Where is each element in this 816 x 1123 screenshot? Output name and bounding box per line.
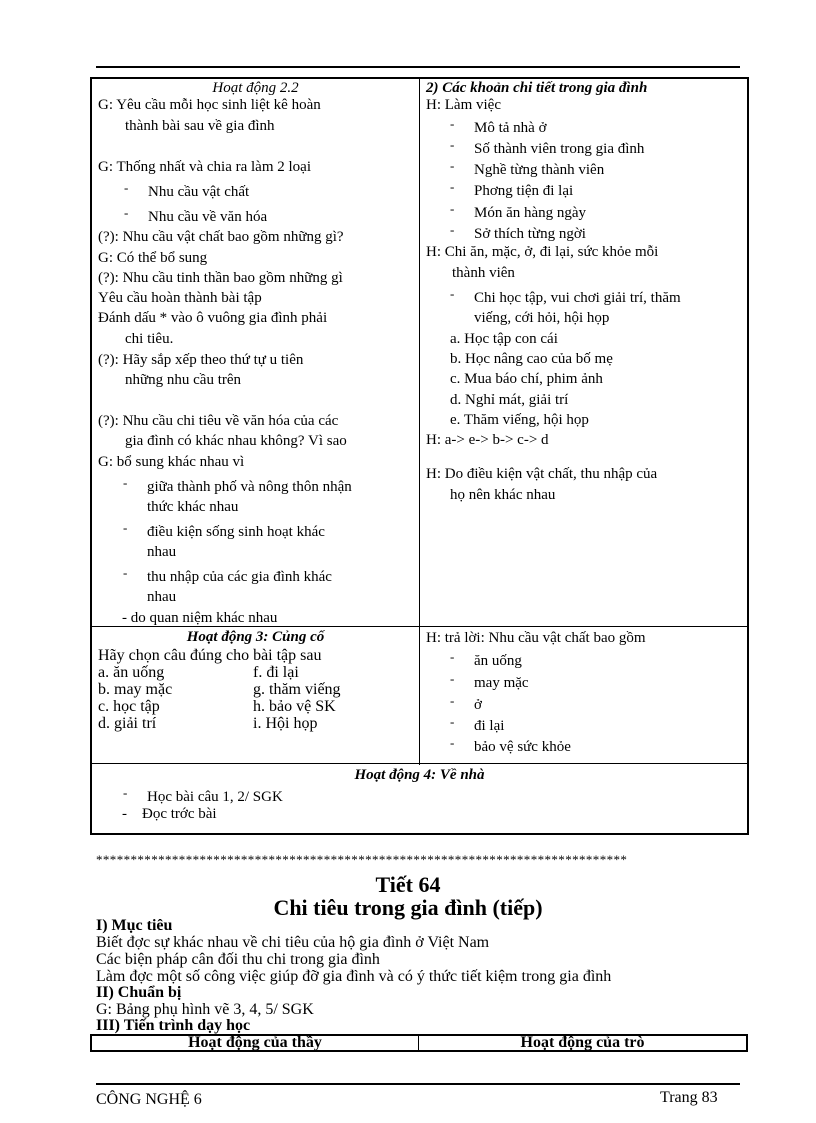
left-line: gia đình có khác nhau không? Vì sao bbox=[125, 433, 347, 449]
act3-option: g. thăm viếng bbox=[253, 681, 341, 698]
lesson-table bbox=[90, 77, 749, 835]
act3-option: h. bảo vệ SK bbox=[253, 698, 336, 715]
right-line: b. Học nâng cao của bố mẹ bbox=[450, 351, 613, 367]
right-bullet: - Mô tả nhà ở bbox=[474, 118, 547, 138]
objective-line: Làm đợc một số công việc giúp đỡ gia đình và có ý thức tiết kiệm trong gia đình bbox=[96, 968, 612, 985]
right-line: họ nên khác nhau bbox=[450, 487, 556, 503]
right-line: H: Chi ăn, mặc, ở, đi lại, sức khỏe mỗi bbox=[426, 244, 659, 260]
right-bullet: - Sở thích từng ngời bbox=[474, 224, 586, 244]
act3-answer-bullet: - ở bbox=[474, 695, 482, 715]
right-bullet: - Món ăn hàng ngày bbox=[474, 203, 586, 223]
section-procedure: III) Tiến trình dạy học bbox=[96, 1017, 251, 1034]
lesson-number: Tiết 64 bbox=[375, 872, 441, 897]
left-line: (?): Nhu cầu tinh thần bao gồm những gì bbox=[98, 270, 343, 286]
footer-rule bbox=[96, 1083, 740, 1085]
homework-item-text: Đọc trớc bài bbox=[142, 806, 217, 822]
footer-page: Trang 83 bbox=[660, 1089, 718, 1106]
section-preparation: II) Chuẩn bị bbox=[96, 984, 182, 1001]
left-line: những nhu cầu trên bbox=[125, 372, 242, 388]
col-teacher: Hoạt động của thầy bbox=[188, 1034, 322, 1051]
right-bullet: - Số thành viên trong gia đình bbox=[474, 139, 644, 159]
left-line: G: Yêu cầu mỗi học sinh liệt kê hoàn bbox=[98, 97, 321, 113]
footer-subject: CÔNG NGHỆ 6 bbox=[96, 1091, 202, 1108]
right-line: c. Mua báo chí, phim ảnh bbox=[450, 371, 603, 387]
act3-line: Hãy chọn câu đúng cho bài tập sau bbox=[98, 647, 322, 664]
col-student: Hoạt động của trò bbox=[520, 1034, 645, 1051]
act3-option: i. Hội họp bbox=[253, 715, 318, 732]
act3-answer-bullet: - ăn uống bbox=[474, 651, 522, 671]
act3-answer-bullet: - may mặc bbox=[474, 673, 529, 693]
left-line: thành bài sau về gia đình bbox=[125, 118, 275, 134]
right-line: H: a-> e-> b-> c-> d bbox=[426, 432, 549, 448]
left-line: G: Thống nhất và chia ra làm 2 loại bbox=[98, 159, 311, 175]
right-line: a. Học tập con cái bbox=[450, 331, 558, 347]
activity-4-title: Hoạt động 4: Về nhà bbox=[354, 767, 485, 783]
act3-answer-bullet: - bảo vệ sức khỏe bbox=[474, 737, 571, 757]
left-line: - do quan niệm khác nhau bbox=[122, 610, 278, 626]
act3-option: b. may mặc bbox=[98, 681, 173, 698]
left-line: (?): Nhu cầu vật chất bao gồm những gì? bbox=[98, 229, 344, 245]
left-line: nhau bbox=[147, 544, 177, 560]
left-bullet: - điều kiện sống sinh hoạt khác bbox=[147, 522, 325, 542]
right-bullet: - Phơng tiện đi lại bbox=[474, 181, 573, 201]
left-line: thức khác nhau bbox=[147, 499, 239, 515]
right-line: H: Do điều kiện vật chất, thu nhập của bbox=[426, 466, 658, 482]
right-bullet: - Nghề từng thành viên bbox=[474, 160, 604, 180]
right-bullet: - Chi học tập, vui chơi giải trí, thăm bbox=[474, 288, 681, 308]
act3-option: c. học tập bbox=[98, 698, 160, 715]
right-line: viếng, cới hỏi, hội họp bbox=[474, 310, 610, 326]
lesson-title: Chi tiêu trong gia đình (tiếp) bbox=[273, 895, 543, 920]
procedure-table-header bbox=[90, 1034, 748, 1052]
column-divider bbox=[419, 79, 420, 765]
left-line: G: Có thể bổ sung bbox=[98, 250, 208, 266]
left-bullet: - Nhu cầu về văn hóa bbox=[148, 207, 267, 227]
homework-item: - Học bài câu 1, 2/ SGK bbox=[147, 787, 283, 807]
act3-option: f. đi lại bbox=[253, 664, 299, 681]
section-2-title: 2) Các khoản chi tiết trong gia đình bbox=[426, 80, 648, 96]
right-line: e. Thăm viếng, hội họp bbox=[450, 412, 589, 428]
right-line: d. Nghỉ mát, giải trí bbox=[450, 392, 569, 408]
left-line: (?): Hãy sắp xếp theo thứ tự u tiên bbox=[98, 352, 304, 368]
header-rule bbox=[96, 66, 740, 68]
left-line: chi tiêu. bbox=[125, 331, 174, 347]
act3-answer-bullet: - đi lại bbox=[474, 716, 504, 736]
left-line: Đánh dấu * vào ô vuông gia đình phải bbox=[98, 310, 328, 326]
row-divider-act4 bbox=[92, 763, 747, 764]
right-line: thành viên bbox=[452, 265, 515, 281]
left-line: (?): Nhu cầu chi tiêu về văn hóa của các bbox=[98, 413, 339, 429]
act3-answer: H: trả lời: Nhu cầu vật chất bao gồm bbox=[426, 630, 646, 646]
objective-line: Biết đợc sự khác nhau về chi tiêu của hộ gia đình ở Việt Nam bbox=[96, 934, 490, 951]
left-line: Yêu cầu hoàn thành bài tập bbox=[98, 290, 262, 306]
preparation-line: G: Bảng phụ hình vẽ 3, 4, 5/ SGK bbox=[96, 1001, 314, 1018]
activity-3-title: Hoạt động 3: Củng cố bbox=[186, 629, 325, 645]
section-objectives: I) Mục tiêu bbox=[96, 917, 173, 934]
left-line: nhau bbox=[147, 589, 177, 605]
left-bullet: - thu nhập của các gia đình khác bbox=[147, 567, 332, 587]
act3-option: a. ăn uống bbox=[98, 664, 165, 681]
separator-stars: ***************************************************************************** bbox=[96, 852, 628, 867]
act3-option: d. giải trí bbox=[98, 715, 157, 732]
activity-2-2-title: Hoạt động 2.2 bbox=[212, 80, 299, 96]
objective-line: Các biện pháp cân đối thu chi trong gia đình bbox=[96, 951, 380, 968]
right-line: H: Làm việc bbox=[426, 97, 501, 113]
left-bullet: - Nhu cầu vật chất bbox=[148, 182, 249, 202]
left-line: G: bổ sung khác nhau vì bbox=[98, 454, 245, 470]
homework-item: - Đọc trớc bài bbox=[122, 806, 217, 822]
left-bullet: - giữa thành phố và nông thôn nhận bbox=[147, 477, 352, 497]
